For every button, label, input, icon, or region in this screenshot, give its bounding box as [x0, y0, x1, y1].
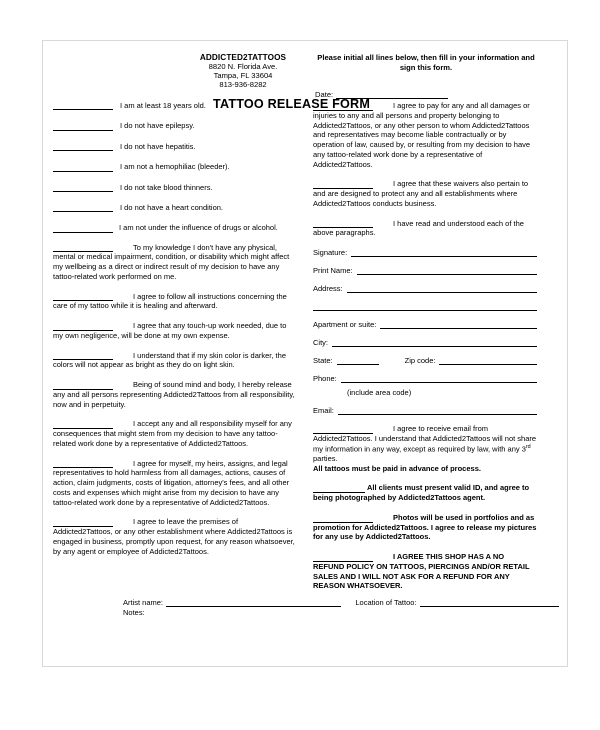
initial-line[interactable]: [53, 183, 113, 192]
business-city-state-zip: Tampa, FL 33604: [213, 70, 273, 80]
initial-line[interactable]: [53, 224, 113, 233]
clause-text: I agree for myself, my heirs, assigns, and legal representatives to hold harmless from all damages, actions, causes of action, claim judgments, costs of litigation, attorney's fees, and all other costs and expenses which might arise from my decision to have any tattoo-related work done by a representative of Addicted2Tattoos.: [53, 458, 290, 507]
business-phone: 813-936-8282: [219, 79, 267, 89]
clause-text: I agree to follow all instructions concerning the care of my tattoo while it is healing and afterward.: [53, 291, 287, 311]
clause-paragraph[interactable]: [53, 419, 295, 448]
initial-line[interactable]: [53, 101, 113, 110]
checklist-item[interactable]: [53, 162, 295, 171]
clause-paragraph[interactable]: [313, 179, 537, 208]
apartment-input-line[interactable]: [380, 320, 537, 329]
clause-text: I understand that if my skin color is darker, the colors will not appear as bright as they do on light skin.: [53, 350, 286, 370]
clause-text: I agree to pay for any and all damages or injuries to any and all persons and property belonging to Addicted2Tattoos, or any other person to whom Addicted2Tattoos and representatives may become liable contractually or by operation of law, caused by, or resulting from my decision to have any tattoo-related work done by a representative of Addicted2Tattoos.: [313, 101, 531, 169]
address-field[interactable]: [313, 284, 537, 293]
initial-line[interactable]: [53, 122, 113, 131]
initial-line[interactable]: [53, 459, 113, 468]
initial-line[interactable]: [53, 163, 113, 172]
signature-label: Signature:: [313, 248, 348, 257]
checklist-item[interactable]: [53, 101, 295, 110]
initial-line[interactable]: [313, 219, 373, 228]
zip-label: Zip code:: [404, 356, 436, 365]
location-of-tattoo-input-line[interactable]: [420, 598, 559, 607]
print-name-field[interactable]: [313, 266, 537, 275]
initial-line[interactable]: [313, 553, 373, 562]
address-input-line-2[interactable]: [313, 302, 537, 311]
state-label: State:: [313, 356, 333, 365]
checklist-label: I am not under the influence of drugs or alcohol.: [119, 223, 278, 233]
initial-line[interactable]: [53, 142, 113, 151]
clause-paragraph[interactable]: [53, 380, 295, 409]
right-column: [313, 101, 537, 601]
checklist-item[interactable]: [53, 203, 295, 212]
business-info-block: [148, 53, 338, 90]
refund-notice-paragraph[interactable]: [313, 552, 537, 591]
location-of-tattoo-label: Location of Tattoo:: [355, 598, 417, 607]
checklist-item[interactable]: [53, 121, 295, 130]
checklist-item[interactable]: [53, 183, 295, 192]
address-label: Address:: [313, 284, 343, 293]
business-name: ADDICTED2TATTOOS: [199, 53, 287, 62]
id-notice-paragraph[interactable]: [313, 483, 537, 503]
email-consent-text-end: parties.: [313, 453, 338, 463]
initial-line[interactable]: [53, 243, 113, 252]
clause-text: I agree that any touch-up work needed, due to my own negligence, will be done at my own expense.: [53, 321, 287, 340]
ordinal-suffix: rd: [525, 443, 531, 450]
date-label: Date:: [315, 90, 334, 99]
apartment-label: Apartment or suite:: [313, 320, 377, 329]
clause-text: I agree to leave the premises of Addicted2Tattoos, or any other establishment where Addicted2Tattoos is engaged in business, promptly upon request, for any reason whatsoever, by any agent or employee of Addicted2Tattoos.: [53, 517, 295, 556]
id-notice-text: All clients must present valid ID, and agree to being photographed by Addicted2Tattoos agent.: [313, 483, 530, 502]
photo-notice-text: Photos will be used in portfolios and as promotion for Addicted2Tattoos. I agree to release my pictures for any use by Addicted2Tattoos.: [313, 512, 537, 542]
clause-paragraph[interactable]: [53, 517, 295, 556]
apartment-field[interactable]: [313, 320, 537, 329]
clause-text: To my knowledge I don't have any physical, mental or medical impairment, condition, or disability which might affect my wellbeing as a direct or indirect result of my decision to have any tattoo-related work performed on me.: [53, 242, 290, 281]
refund-notice-text: I AGREE THIS SHOP HAS A NO REFUND POLICY ON TATTOOS, PIERCINGS AND/OR RETAIL SALES AND I WILL NOT ASK FOR A REFUND FOR ANY REASON WHATSOEVER.: [313, 552, 530, 591]
form-footer: [53, 594, 559, 666]
email-label: Email:: [313, 406, 334, 415]
zip-input-line[interactable]: [439, 356, 537, 365]
clause-text: I agree that these waivers also pertain to and are designed to protect any and all establishments where Addicted2Tattoos conducts business.: [313, 179, 529, 208]
email-consent-paragraph[interactable]: [313, 424, 537, 473]
city-label: City:: [313, 338, 328, 347]
left-column: [53, 101, 295, 601]
checklist-label: I do not have epilepsy.: [120, 121, 195, 131]
signature-input-line[interactable]: [351, 248, 537, 257]
photo-notice-paragraph[interactable]: [313, 513, 537, 542]
initial-line[interactable]: [53, 420, 113, 429]
initial-line[interactable]: [53, 351, 113, 360]
checklist-label: I do not have a heart condition.: [120, 202, 223, 212]
phone-input-line[interactable]: [341, 374, 537, 383]
email-consent-text: I agree to receive email from Addicted2Tattoos. I understand that Addicted2Tattoos will not share my information in any way, except as required by law, with any 3: [313, 424, 537, 453]
initial-line[interactable]: [313, 102, 373, 111]
initial-line[interactable]: [53, 292, 113, 301]
initial-line[interactable]: [53, 322, 113, 331]
initial-line[interactable]: [53, 518, 113, 527]
clause-text: I accept any and all responsibility myself for any consequences that might stem from my decision to have any tattoo-related work done by a representative of Addicted2Tattoos.: [53, 419, 292, 448]
clause-paragraph[interactable]: [313, 101, 537, 169]
form-body: [53, 101, 559, 601]
email-input-line[interactable]: [338, 406, 537, 415]
clause-text: Being of sound mind and body, I hereby release any and all persons representing Addicted2Tattoos from all responsibility, now and in perpetuity.: [53, 380, 295, 409]
clause-paragraph[interactable]: [53, 321, 295, 341]
checklist-label: I do not have hepatitis.: [120, 141, 196, 151]
clause-paragraph[interactable]: [53, 243, 295, 282]
checklist-label: I do not take blood thinners.: [120, 182, 213, 192]
checklist-label: I am at least 18 years old.: [120, 101, 206, 110]
phone-area-code-note: (include area code): [347, 388, 412, 397]
artist-name-label: Artist name:: [123, 598, 164, 607]
initial-line[interactable]: [313, 514, 373, 523]
clause-text: I have read and understood each of the above paragraphs.: [313, 218, 524, 238]
clause-paragraph[interactable]: [53, 351, 295, 371]
payment-notice: All tattoos must be paid in advance of process.: [313, 463, 481, 473]
clause-paragraph[interactable]: [53, 459, 295, 508]
clause-paragraph[interactable]: [53, 292, 295, 312]
business-street: 8820 N. Florida Ave.: [208, 61, 278, 71]
city-input-line[interactable]: [332, 338, 537, 347]
phone-label: Phone:: [313, 374, 337, 383]
checklist-item[interactable]: [53, 223, 295, 232]
page-title: TATTOO RELEASE FORM: [213, 97, 371, 111]
notes-label: Notes:: [123, 608, 145, 617]
checklist-label: I am not a hemophiliac (bleeder).: [120, 162, 230, 172]
initial-line[interactable]: [53, 381, 113, 390]
print-name-input-line[interactable]: [357, 266, 537, 275]
initial-line[interactable]: [313, 425, 373, 434]
initial-line[interactable]: [313, 180, 373, 189]
clause-paragraph[interactable]: [313, 219, 537, 239]
footer-fields: [123, 598, 559, 607]
artist-name-input-line[interactable]: [166, 598, 341, 607]
state-zip-field[interactable]: [313, 356, 537, 365]
city-field[interactable]: [313, 338, 537, 347]
initial-line[interactable]: [53, 203, 113, 212]
form-page: [42, 40, 568, 667]
signature-field[interactable]: [313, 248, 537, 257]
initial-instruction: Please initial all lines below, then fill in your information and sign this form.: [317, 53, 535, 72]
phone-field[interactable]: [313, 374, 537, 383]
email-field[interactable]: [313, 406, 537, 415]
print-name-label: Print Name:: [313, 266, 353, 275]
state-input-line[interactable]: [337, 356, 379, 365]
address-input-line[interactable]: [347, 284, 537, 293]
checklist-item[interactable]: [53, 142, 295, 151]
initial-line[interactable]: [313, 484, 365, 493]
